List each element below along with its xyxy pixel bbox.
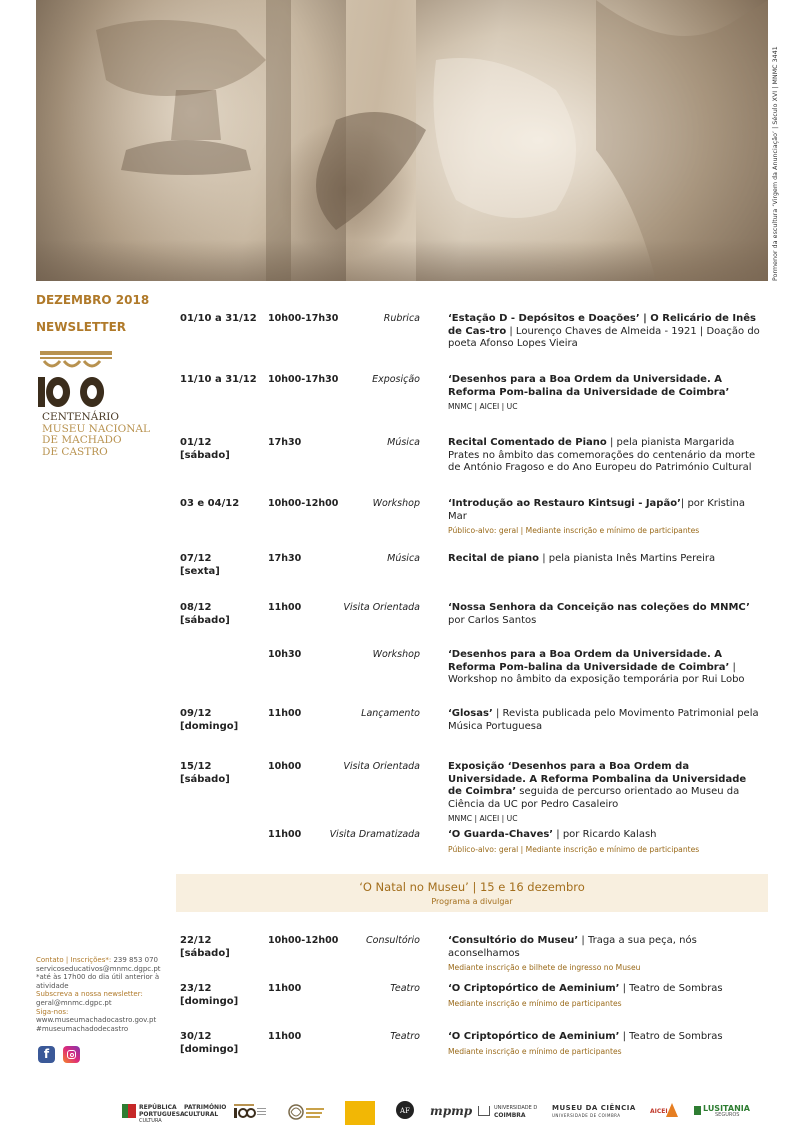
event-type: Visita Orientada — [343, 602, 420, 613]
event-title: Recital Comentado de Piano — [448, 437, 607, 448]
centenario-small-logo — [232, 1098, 268, 1128]
event-note: Mediante inscrição e mínimo de participantes — [448, 998, 622, 1008]
event-description — [448, 498, 762, 538]
universidade-coimbra-logo: UNIVERSIDADE D COIMBRA — [478, 1098, 538, 1128]
contact-block — [36, 956, 164, 1033]
event-date: 03 e 04/12 — [180, 498, 240, 509]
event-title: Exposição ‘Desenhos para a Boa Ordem da Universidade. A Reforma Pombalina da Universidade de Coimbra’ — [448, 761, 747, 797]
logo-line-centenario: CENTENÁRIO — [42, 411, 119, 423]
event-type: Música — [387, 553, 420, 564]
event-description — [448, 602, 762, 627]
lusitania-seguros-logo: LUSITANIA SEGUROS — [694, 1098, 750, 1128]
event-text: | Lourenço Chaves de Almeida - 1921 | Doação do poeta Afonso Lopes Vieira — [448, 325, 760, 349]
banner-title: ‘O Natal no Museu’ | 15 e 16 dezembro — [359, 880, 585, 894]
event-title: Recital de piano — [448, 553, 540, 564]
event-date: 07/12 [sexta] — [180, 553, 220, 577]
instagram-icon[interactable] — [63, 1046, 80, 1063]
patrimonio-cultural-logo: PATRIMÓNIO CULTURAL — [184, 1104, 227, 1118]
event-type: Exposição — [372, 374, 420, 385]
centenario-logo-text — [42, 412, 150, 458]
event-note: Mediante inscrição e bilhete de ingresso no Museu — [448, 963, 641, 972]
event-description — [448, 649, 762, 687]
svg-text:AF: AF — [400, 1107, 410, 1115]
af-circle-logo — [394, 1098, 416, 1128]
event-type: Consultório — [366, 935, 420, 946]
event-type: Lançamento — [361, 708, 420, 719]
facebook-icon[interactable]: f — [38, 1046, 55, 1063]
event-date: 23/12 [domingo] — [180, 983, 239, 1007]
event-date: 15/12 [sábado] — [180, 761, 230, 785]
photo-caption: Pormenor da escultura ‘Virgem da Anunciação’ | Século XVI | MNMC 3441 — [772, 46, 779, 281]
event-text: | Teatro de Sombras — [619, 1031, 723, 1042]
aicei-logo: AICEI — [650, 1098, 680, 1128]
event-title: ‘O Criptopórtico de Aeminium’ — [448, 1031, 620, 1042]
event-type: Workshop — [372, 649, 420, 660]
event-type: Teatro — [390, 983, 420, 994]
event-text: | por Ricardo Kalash — [553, 829, 657, 840]
event-type: Visita Dramatizada — [329, 829, 420, 840]
event-text: seguida de percurso orientado ao Museu da Ciência da UC por Pedro Casaleiro — [448, 786, 740, 810]
event-note: Mediante inscrição e mínimo de participantes — [448, 1046, 622, 1056]
event-time: 11h00 — [268, 602, 302, 613]
event-title: ‘Estação D - Depósitos e Doações’ | O Relicário de Inês de Cas-tro — [448, 313, 756, 337]
event-description — [448, 935, 762, 975]
event-text: | pela pianista Inês Martins Pereira — [539, 553, 716, 564]
logo-line-museu: MUSEU NACIONAL — [42, 422, 150, 435]
event-title: ‘Desenhos para a Boa Ordem da Universidade. A Reforma Pom-balina da Universidade de Coimbra’ — [448, 649, 730, 673]
event-partners: MNMC | AICEI | UC — [448, 814, 518, 823]
logo-line-castro: DE CASTRO — [42, 445, 108, 458]
event-time: 10h30 — [268, 649, 302, 660]
event-time: 11h00 — [268, 829, 302, 840]
event-time: 11h00 — [268, 708, 302, 719]
logo-line-machado: DE MACHADO — [42, 434, 122, 446]
mpmp-logo: mpmp — [430, 1104, 473, 1118]
event-time: 10h00-12h00 — [268, 935, 339, 946]
month-title: DEZEMBRO 2018 — [36, 293, 150, 307]
banner-subtitle: Programa a divulgar — [431, 897, 513, 906]
hero-sculpture-photo — [36, 0, 768, 281]
contact-note: *até às 17h00 do dia útil anterior à atividade — [36, 973, 160, 990]
event-time: 11h00 — [268, 1031, 302, 1042]
event-description — [448, 983, 762, 1010]
follow-label: Siga-nos: — [36, 1007, 69, 1016]
ano-europeu-patrimonio-logo — [286, 1098, 328, 1128]
event-time: 17h30 — [268, 553, 302, 564]
event-type: Workshop — [372, 498, 420, 509]
christmas-banner — [176, 874, 768, 912]
event-title: ‘Nossa Senhora da Conceição nas coleções do MNMC’ — [448, 602, 750, 613]
event-description — [448, 313, 762, 351]
event-text: | Traga a sua peça, nós aconselhamos — [448, 935, 697, 959]
event-description — [448, 553, 762, 566]
event-description — [448, 708, 762, 733]
event-date: 22/12 [sábado] — [180, 935, 230, 959]
contact-phone[interactable]: 239 853 070 — [111, 956, 159, 964]
event-text: por Carlos Santos — [448, 614, 537, 626]
event-description — [448, 374, 762, 414]
event-description — [448, 829, 762, 856]
event-text: | Revista publicada pelo Movimento Patrimonial pela Música Portuguesa — [448, 708, 759, 732]
event-title: ‘Consultório do Museu’ — [448, 935, 579, 946]
event-note: Público-alvo: geral | Mediante inscrição e mínimo de participantes — [448, 526, 700, 535]
event-type: Música — [387, 437, 420, 448]
newsletter-title: NEWSLETTER — [36, 320, 127, 334]
newsletter-email[interactable]: geral@mnmc.dgpc.pt — [36, 998, 112, 1007]
event-date: 08/12 [sábado] — [180, 602, 230, 626]
event-time: 10h00-17h30 — [268, 313, 339, 324]
event-title: ‘Glosas’ — [448, 708, 493, 719]
event-type: Rubrica — [383, 313, 420, 324]
yellow-partner-logo — [345, 1101, 375, 1125]
museu-ciencia-logo: MUSEU DA CIÊNCIA UNIVERSIDADE DE COIMBRA — [552, 1104, 636, 1118]
event-text: | Teatro de Sombras — [619, 983, 723, 994]
event-time: 11h00 — [268, 983, 302, 994]
website-link[interactable]: www.museumachadocastro.gov.pt — [36, 1016, 157, 1025]
event-date: 09/12 [domingo] — [180, 708, 239, 732]
event-date: 30/12 [domingo] — [180, 1031, 239, 1055]
event-time: 10h00-17h30 — [268, 374, 339, 385]
event-time: 17h30 — [268, 437, 302, 448]
event-description — [448, 1031, 762, 1058]
event-text: | pela pianista Margarida Prates no âmbito das comemorações do centenário da morte de António Fragoso e do Ano Europeu do Património Cultural — [448, 437, 756, 473]
event-text: | por Kristina Mar — [448, 498, 746, 522]
event-note: Público-alvo: geral | Mediante inscrição e mínimo de participantes — [448, 844, 700, 854]
event-title: ‘Introdução ao Restauro Kintsugi - Japão’ — [448, 498, 681, 509]
event-text: | Workshop no âmbito da exposição temporária por Rui Lobo — [448, 661, 745, 685]
event-title: ‘Desenhos para a Boa Ordem da Universidade. A Reforma Pom-balina da Universidade de Coimbra’ — [448, 374, 730, 398]
event-date: 11/10 a 31/12 — [180, 374, 257, 385]
event-title: ‘O Guarda-Chaves’ — [448, 829, 554, 840]
event-description — [448, 437, 762, 475]
event-date: 01/10 a 31/12 — [180, 313, 257, 324]
hashtag: #museumachadodecastro — [36, 1024, 129, 1033]
contact-label: Contato | Inscrições*: — [36, 956, 112, 964]
sculpture-relief-drawing — [36, 0, 768, 281]
republica-portuguesa-logo: REPÚBLICA PORTUGUESA CULTURA — [122, 1098, 174, 1128]
event-type: Teatro — [390, 1031, 420, 1042]
event-type: Visita Orientada — [343, 761, 420, 772]
event-time: 10h00 — [268, 761, 302, 772]
event-description — [448, 761, 762, 826]
event-time: 10h00-12h00 — [268, 498, 339, 509]
event-partners: MNMC | AICEI | UC — [448, 402, 518, 411]
contact-email[interactable]: servicoseducativos@mnmc.dgpc.pt — [36, 964, 161, 973]
event-date: 01/12 [sábado] — [180, 437, 230, 461]
newsletter-label: Subscreva a nossa newsletter: — [36, 990, 143, 999]
event-title: ‘O Criptopórtico de Aeminium’ — [448, 983, 620, 994]
